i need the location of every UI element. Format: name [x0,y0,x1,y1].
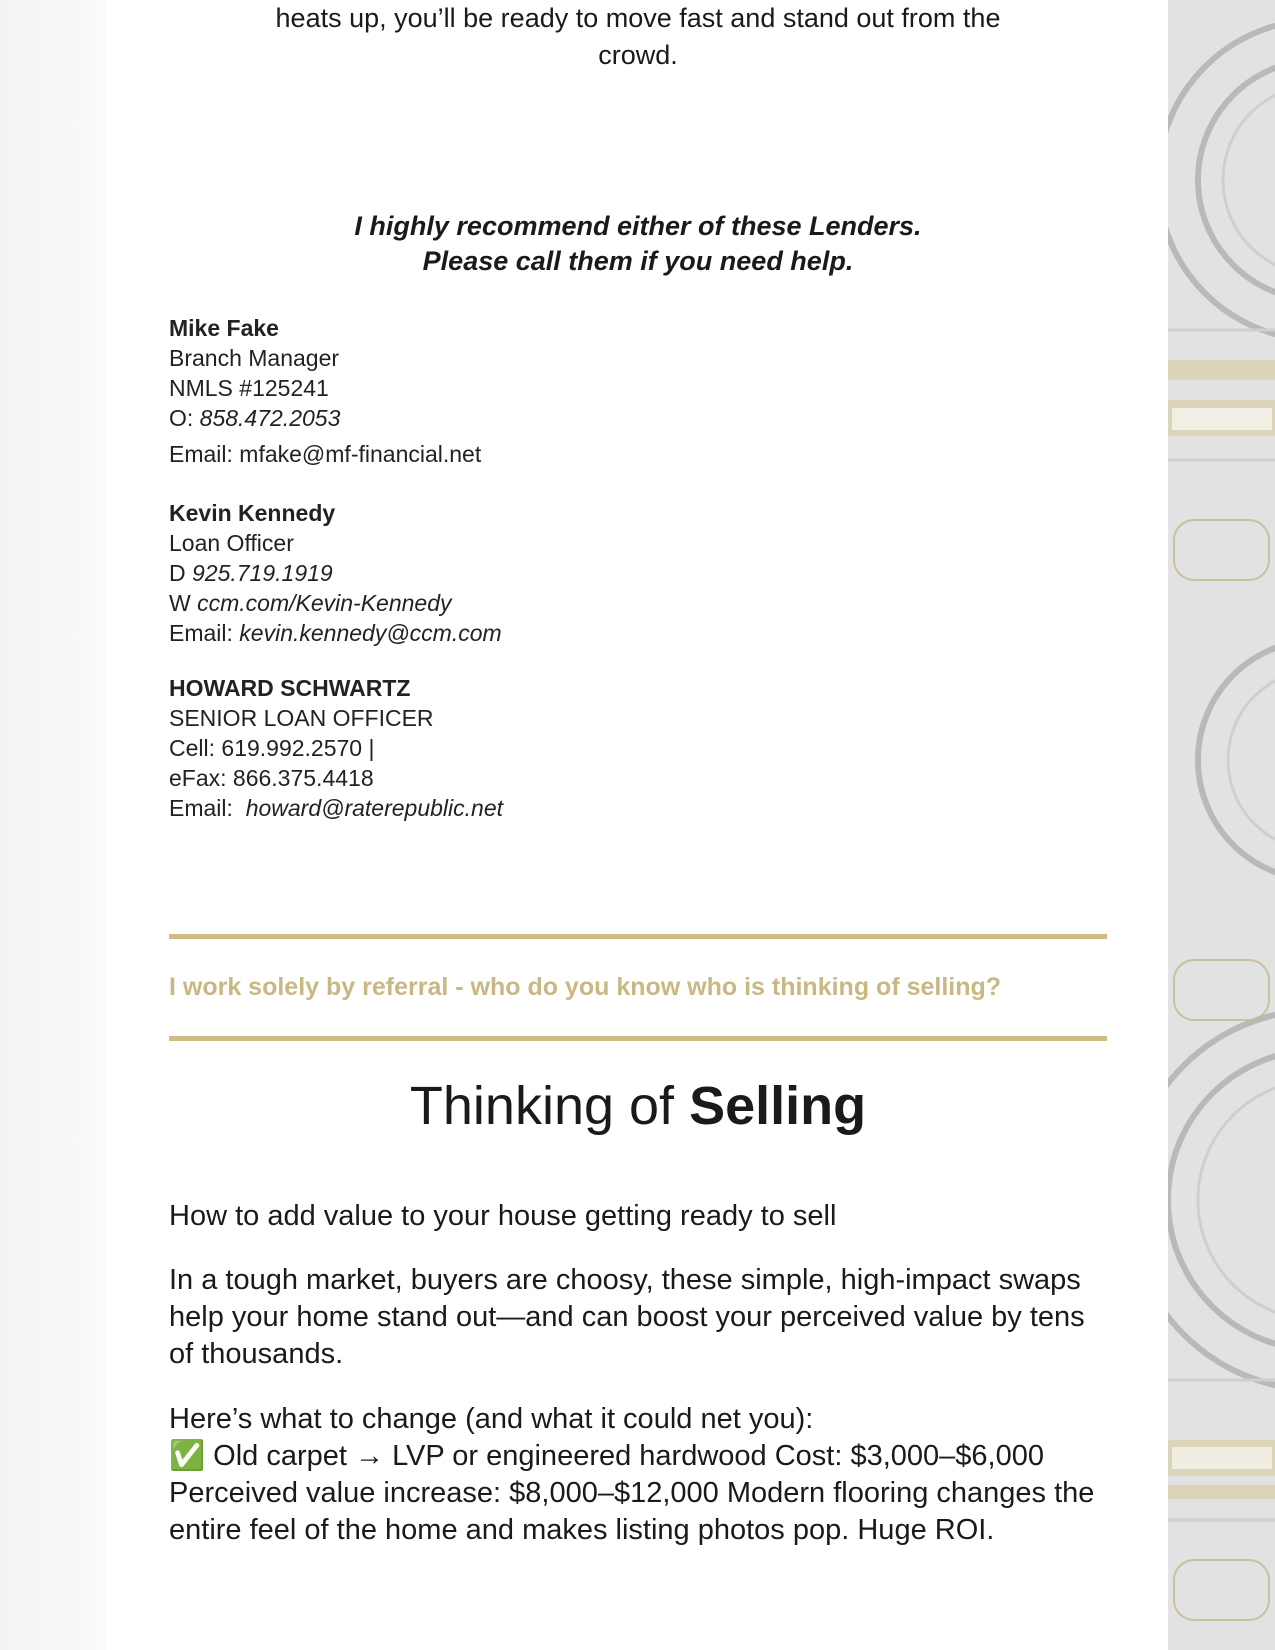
intro-line: heats up, you’ll be ready to move fast and stand out from the [275,3,1001,33]
section-paragraph: In a tough market, buyers are choosy, these simple, high-impact swaps help your home stand out—and can boost your perceived value by tens of thousands. [169,1264,1085,1370]
lender-card-kevin-kennedy [169,498,502,648]
section-heading-regular: Thinking of [409,1076,690,1136]
lender-nmls: NMLS #125241 [169,375,329,401]
intro-line: crowd. [598,40,678,70]
lender-phone-row [169,558,502,588]
decorative-ironwork-border [1168,0,1275,1650]
section-subtitle: How to add value to your house getting ready to sell [169,1200,837,1232]
email-link[interactable]: kevin.kennedy@ccm.com [239,620,502,646]
phone-label: O: [169,405,200,431]
email-link[interactable]: mfake@mf-financial.net [239,441,482,467]
recommend-line: Please call them if you need help. [422,246,854,276]
ironwork-pattern-icon [1168,0,1275,1650]
lender-email-row [169,439,481,469]
left-margin [0,0,106,1650]
lender-card-howard-schwartz [169,673,503,823]
lender-email-row [169,618,502,648]
lender-name: Mike Fake [169,315,279,341]
recommend-line: I highly recommend either of these Lenders. [354,211,922,241]
phone-label: D [169,560,192,586]
list-intro: Here’s what to change (and what it could net you): [169,1403,814,1435]
phone-link[interactable]: 858.472.2053 [199,405,341,431]
divider-top [169,934,1107,939]
lender-email-row [169,793,503,823]
lender-name: HOWARD SCHWARTZ [169,675,411,701]
lender-phone-row [169,403,481,433]
checkmark-icon: ✅ [169,1440,206,1472]
section-heading-bold: Selling [689,1076,867,1136]
lender-name: Kevin Kennedy [169,500,336,526]
email-label: Email: [169,795,240,821]
divider-bottom [169,1036,1107,1041]
list-item-text: Old carpet → LVP or engineered hardwood Cost: $3,000–$6,000 Perceived value increase: $8,000–$12,000 Modern flooring changes the entire feel of the home and makes listing photos pop. Huge ROI. [169,1440,1095,1546]
web-link[interactable]: ccm.com/Kevin-Kennedy [197,590,452,616]
referral-banner: I work solely by referral - who do you know who is thinking of selling? [169,973,1002,1001]
section-heading [169,1073,1107,1139]
email-label: Email: [169,441,240,467]
lender-web-row [169,588,502,618]
email-link[interactable]: howard@raterepublic.net [245,795,504,821]
lender-title: Branch Manager [169,345,340,371]
lender-efax: eFax: 866.375.4418 [169,765,374,791]
phone-link[interactable]: 925.719.1919 [192,560,333,586]
list-item [169,1438,1107,1549]
lender-title: SENIOR LOAN OFFICER [169,705,434,731]
lender-card-mike-fake [169,313,481,469]
lender-title: Loan Officer [169,530,294,556]
email-label: Email: [169,620,240,646]
lender-recommendation-heading [169,209,1107,279]
list-block [169,1401,1107,1549]
intro-paragraph-tail [169,0,1107,74]
web-label: W [169,590,198,616]
lender-cell[interactable]: Cell: 619.992.2570 | [169,735,375,761]
